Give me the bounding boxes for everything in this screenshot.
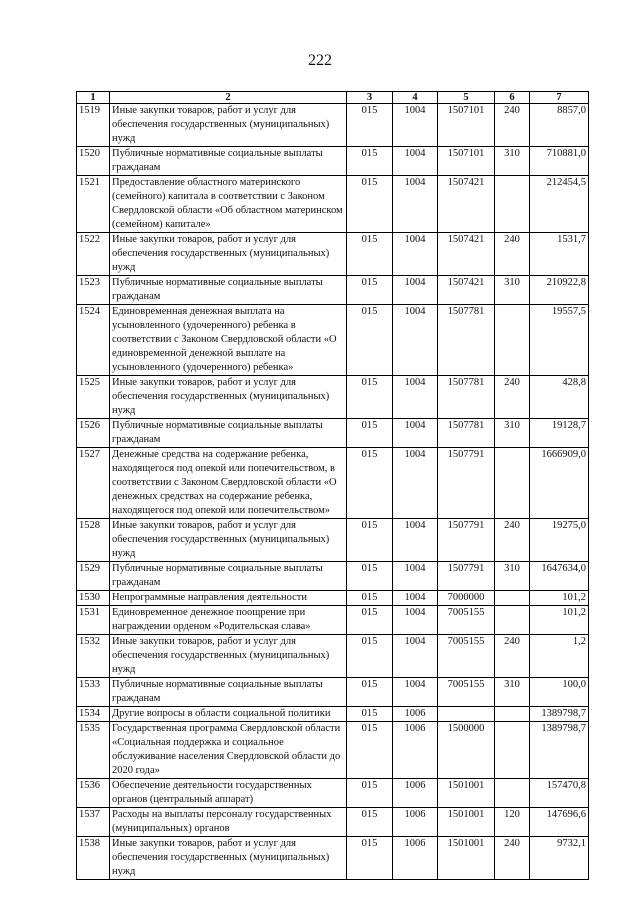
row-code-section: 1004 [393,591,438,606]
table-row [77,305,589,376]
row-name: Иные закупки товаров, работ и услуг для обеспечения государственных (муниципальных) нужд [110,519,347,562]
row-amount: 147696,6 [530,808,589,837]
row-number: 1534 [77,707,110,722]
table-row [77,562,589,591]
row-code-expense-type: 240 [495,635,530,678]
row-code-ministry: 015 [347,591,393,606]
row-code-ministry: 015 [347,808,393,837]
row-number: 1524 [77,305,110,376]
row-code-target: 1507421 [438,276,495,305]
row-code-target: 1507101 [438,104,495,147]
table-row [77,419,589,448]
table-row [77,678,589,707]
table-row [77,591,589,606]
row-code-section: 1004 [393,233,438,276]
row-code-target: 1501001 [438,837,495,880]
table-row [77,233,589,276]
column-header-2: 2 [110,92,347,104]
row-code-expense-type: 310 [495,562,530,591]
row-code-section: 1004 [393,176,438,233]
row-code-target: 1501001 [438,808,495,837]
row-code-ministry: 015 [347,707,393,722]
row-code-section: 1006 [393,808,438,837]
row-code-ministry: 015 [347,678,393,707]
table-row [77,147,589,176]
row-number: 1523 [77,276,110,305]
row-name: Публичные нормативные социальные выплаты гражданам [110,147,347,176]
row-code-target: 1507791 [438,562,495,591]
row-code-target: 1507791 [438,519,495,562]
table-row [77,176,589,233]
row-code-section: 1004 [393,606,438,635]
table-row [77,808,589,837]
row-number: 1527 [77,448,110,519]
column-header-1: 1 [77,92,110,104]
row-number: 1528 [77,519,110,562]
row-code-expense-type [495,779,530,808]
row-number: 1530 [77,591,110,606]
row-number: 1520 [77,147,110,176]
row-code-expense-type: 310 [495,147,530,176]
row-name: Непрограммные направления деятельности [110,591,347,606]
row-code-ministry: 015 [347,562,393,591]
row-code-section: 1006 [393,707,438,722]
table-row [77,606,589,635]
row-code-ministry: 015 [347,448,393,519]
row-name: Обеспечение деятельности государственных органов (центральный аппарат) [110,779,347,808]
row-name: Расходы на выплаты персоналу государственных (муниципальных) органов [110,808,347,837]
row-amount: 210922,8 [530,276,589,305]
row-code-target: 1507781 [438,419,495,448]
row-number: 1533 [77,678,110,707]
row-code-section: 1004 [393,104,438,147]
row-code-expense-type: 120 [495,808,530,837]
row-amount: 710881,0 [530,147,589,176]
row-number: 1522 [77,233,110,276]
row-number: 1525 [77,376,110,419]
row-code-ministry: 015 [347,276,393,305]
table-header-row [77,92,589,104]
row-code-section: 1004 [393,635,438,678]
table-row [77,707,589,722]
row-code-ministry: 015 [347,104,393,147]
row-name: Публичные нормативные социальные выплаты гражданам [110,419,347,448]
row-number: 1538 [77,837,110,880]
row-code-target: 1507791 [438,448,495,519]
row-name: Публичные нормативные социальные выплаты гражданам [110,562,347,591]
row-number: 1532 [77,635,110,678]
row-code-ministry: 015 [347,419,393,448]
row-code-target: 1507421 [438,176,495,233]
row-code-expense-type: 310 [495,276,530,305]
row-code-expense-type [495,606,530,635]
row-code-ministry: 015 [347,147,393,176]
row-code-ministry: 015 [347,176,393,233]
row-amount: 428,8 [530,376,589,419]
row-code-expense-type [495,722,530,779]
table-row [77,448,589,519]
row-name: Иные закупки товаров, работ и услуг для обеспечения государственных (муниципальных) нужд [110,635,347,678]
table-row [77,779,589,808]
row-name: Публичные нормативные социальные выплаты гражданам [110,678,347,707]
row-name: Иные закупки товаров, работ и услуг для обеспечения государственных (муниципальных) нужд [110,233,347,276]
row-code-expense-type: 310 [495,678,530,707]
row-name: Государственная программа Свердловской области «Социальная поддержка и социальное обслуживание населения Свердловской области до 2020 года» [110,722,347,779]
row-number: 1535 [77,722,110,779]
row-code-section: 1004 [393,519,438,562]
row-code-target: 1500000 [438,722,495,779]
row-name: Другие вопросы в области социальной политики [110,707,347,722]
row-name: Денежные средства на содержание ребенка, находящегося под опекой или попечительством, в соответствии с Законом Свердловской области «О денежных средствах на содержание ребенка, находящегося под опекой или попечительством» [110,448,347,519]
row-code-section: 1004 [393,376,438,419]
row-code-target: 1507421 [438,233,495,276]
row-code-target: 1501001 [438,779,495,808]
row-code-expense-type [495,707,530,722]
row-code-ministry: 015 [347,376,393,419]
row-name: Публичные нормативные социальные выплаты гражданам [110,276,347,305]
budget-table [76,91,589,880]
row-code-expense-type: 310 [495,419,530,448]
column-header-5: 5 [438,92,495,104]
row-amount: 1666909,0 [530,448,589,519]
table-row [77,635,589,678]
row-amount: 19275,0 [530,519,589,562]
row-code-ministry: 015 [347,635,393,678]
row-code-target: 1507781 [438,376,495,419]
column-header-7: 7 [530,92,589,104]
row-name: Иные закупки товаров, работ и услуг для обеспечения государственных (муниципальных) нужд [110,104,347,147]
row-amount: 1389798,7 [530,722,589,779]
row-code-target: 1507101 [438,147,495,176]
row-code-ministry: 015 [347,305,393,376]
row-amount: 100,0 [530,678,589,707]
row-number: 1529 [77,562,110,591]
row-code-section: 1004 [393,305,438,376]
row-code-target: 7005155 [438,606,495,635]
table-row [77,722,589,779]
row-code-ministry: 015 [347,519,393,562]
table-row [77,519,589,562]
column-header-6: 6 [495,92,530,104]
row-code-expense-type: 240 [495,104,530,147]
row-number: 1531 [77,606,110,635]
row-amount: 19128,7 [530,419,589,448]
row-code-target: 7005155 [438,635,495,678]
page-number: 222 [308,52,332,69]
row-code-expense-type [495,448,530,519]
row-code-target: 7005155 [438,678,495,707]
row-name: Предоставление областного материнского (семейного) капитала в соответствии с Законом Свердловской области «Об областном материнском (семейном) капитале» [110,176,347,233]
row-number: 1521 [77,176,110,233]
row-code-section: 1004 [393,147,438,176]
row-code-section: 1006 [393,837,438,880]
row-name: Единовременная денежная выплата на усыновленного (удочеренного) ребенка в соответствии с Законом Свердловской области «О единовременной денежной выплате на усыновленного (удочеренного) ребенка» [110,305,347,376]
row-number: 1526 [77,419,110,448]
row-code-ministry: 015 [347,779,393,808]
row-amount: 1647634,0 [530,562,589,591]
row-code-ministry: 015 [347,722,393,779]
table-row [77,276,589,305]
table-row [77,837,589,880]
row-code-section: 1004 [393,448,438,519]
row-code-section: 1006 [393,722,438,779]
column-header-3: 3 [347,92,393,104]
row-amount: 19557,5 [530,305,589,376]
row-amount: 8857,0 [530,104,589,147]
row-amount: 101,2 [530,591,589,606]
row-amount: 9732,1 [530,837,589,880]
row-code-expense-type: 240 [495,519,530,562]
row-code-section: 1004 [393,276,438,305]
row-number: 1537 [77,808,110,837]
row-code-target [438,707,495,722]
row-code-section: 1004 [393,419,438,448]
row-code-section: 1004 [393,562,438,591]
row-number: 1536 [77,779,110,808]
row-code-expense-type [495,305,530,376]
row-amount: 1389798,7 [530,707,589,722]
row-amount: 157470,8 [530,779,589,808]
row-code-section: 1004 [393,678,438,707]
row-code-target: 7000000 [438,591,495,606]
row-amount: 1531,7 [530,233,589,276]
row-code-target: 1507781 [438,305,495,376]
row-amount: 1,2 [530,635,589,678]
row-code-expense-type: 240 [495,376,530,419]
row-name: Единовременное денежное поощрение при награждении орденом «Родительская слава» [110,606,347,635]
row-name: Иные закупки товаров, работ и услуг для обеспечения государственных (муниципальных) нужд [110,376,347,419]
row-code-expense-type: 240 [495,233,530,276]
row-code-expense-type: 240 [495,837,530,880]
row-code-expense-type [495,591,530,606]
row-code-expense-type [495,176,530,233]
table-row [77,376,589,419]
row-code-section: 1006 [393,779,438,808]
row-amount: 101,2 [530,606,589,635]
row-name: Иные закупки товаров, работ и услуг для обеспечения государственных (муниципальных) нужд [110,837,347,880]
column-header-4: 4 [393,92,438,104]
row-code-ministry: 015 [347,837,393,880]
row-code-ministry: 015 [347,606,393,635]
table-row [77,104,589,147]
row-number: 1519 [77,104,110,147]
row-amount: 212454,5 [530,176,589,233]
row-code-ministry: 015 [347,233,393,276]
